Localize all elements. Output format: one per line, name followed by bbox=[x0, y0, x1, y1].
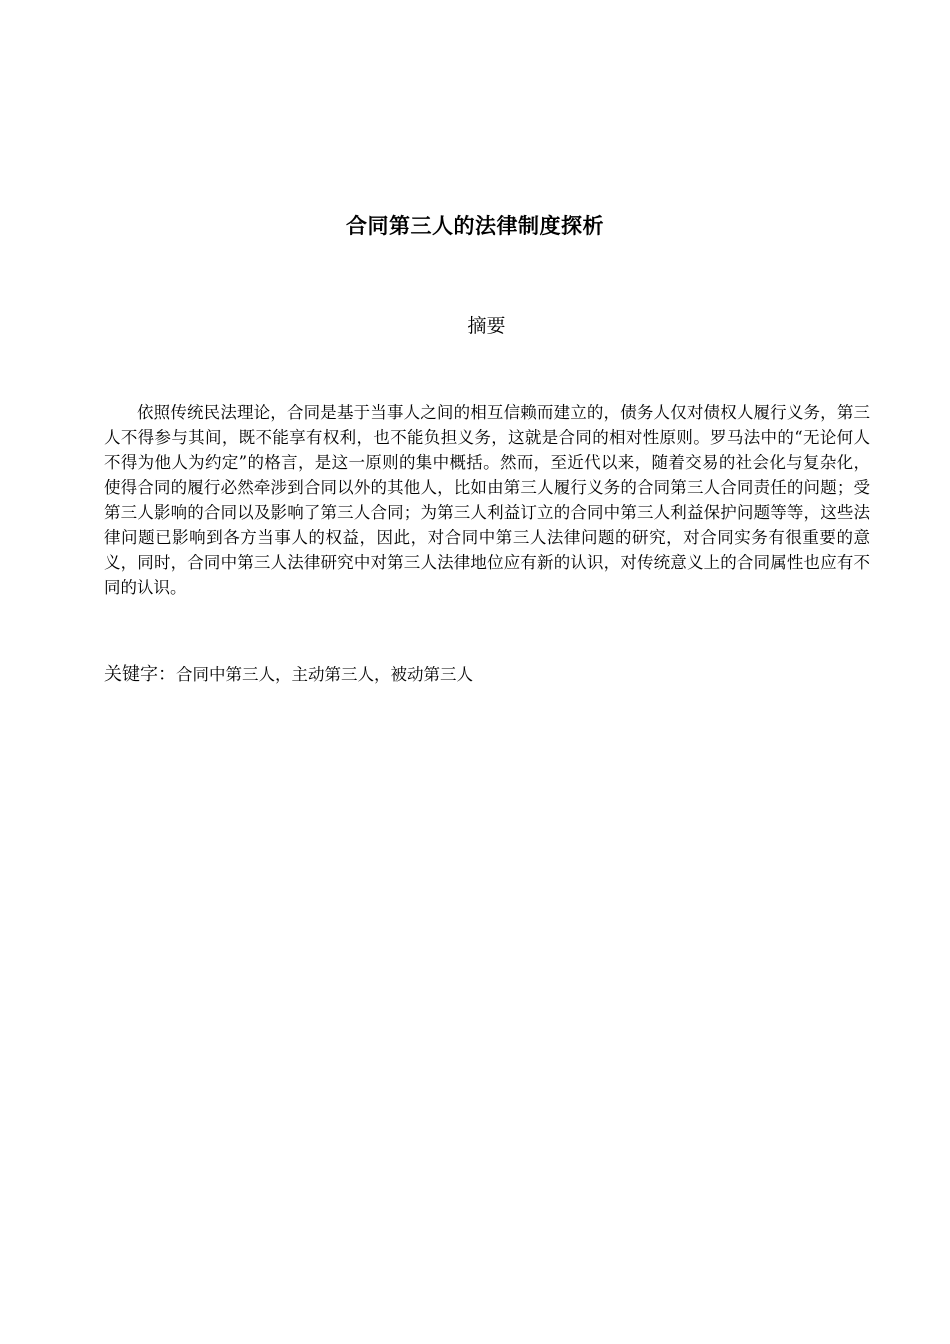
keywords-value: 合同中第三人，主动第三人，被动第三人 bbox=[176, 665, 473, 684]
keywords-line bbox=[104, 662, 870, 689]
abstract-paragraph: 依照传统民法理论，合同是基于当事人之间的相互信赖而建立的，债务人仅对债权人履行义务，第三人不得参与其间，既不能享有权利，也不能负担义务，这就是合同的相对性原则。罗马法中的“无论何人不得为他人为约定”的格言，是这一原则的集中概括。然而，至近代以来，随着交易的社会化与复杂化，使得合同的履行必然牵涉到合同以外的其他人，比如由第三人履行义务的合同第三人合同责任的问题；受第三人影响的合同以及影响了第三人合同；为第三人利益订立的合同中第三人利益保护问题等等，这些法律问题已影响到各方当事人的权益，因此，对合同中第三人法律问题的研究，对合同实务有很重要的意义，同时，合同中第三人法律研究中对第三人法律地位应有新的认识，对传统意义上的合同属性也应有不同的认识。 bbox=[104, 403, 870, 597]
keywords-label: 关键字： bbox=[104, 664, 176, 685]
page-title: 合同第三人的法律制度探析 bbox=[346, 214, 604, 238]
abstract-heading: 摘要 bbox=[467, 315, 506, 337]
